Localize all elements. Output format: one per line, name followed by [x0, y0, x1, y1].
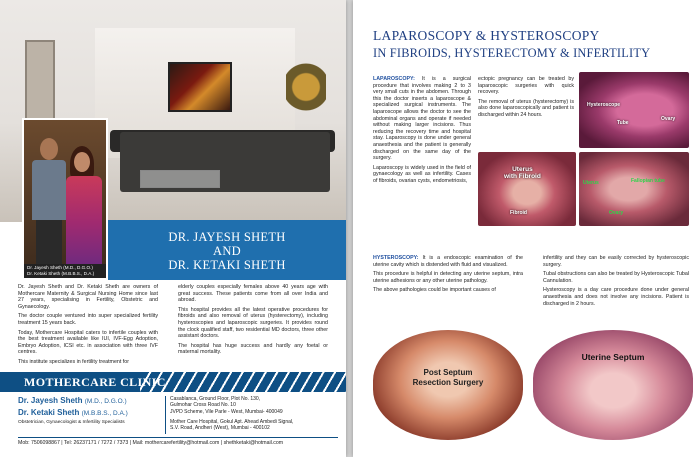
address-line: Gulmohar Cross Road No. 10 — [170, 402, 236, 409]
left-page — [0, 0, 346, 457]
img-label — [504, 166, 541, 180]
img-label-line: Uterus — [512, 166, 533, 173]
fibroid-image — [478, 152, 576, 226]
woman-figure — [64, 146, 104, 270]
doctor-1-degree: (M.D., D.G.O.) — [84, 398, 127, 405]
address-line: Mother Care Hospital, Gokul Apt. Ahead Ambedi Signal, — [170, 418, 294, 425]
doctor-2-name: Dr. Ketaki Sheth — [18, 408, 80, 417]
laparoscopy-column-1 — [373, 76, 471, 188]
address-line: Casablanca, Ground Floor, Plot No. 130, — [170, 396, 261, 402]
laparoscopy-image-2 — [579, 152, 689, 226]
img-label: Uterus — [583, 180, 599, 186]
paragraph: The hospital has huge success and hardly any foetal or maternal mortality. — [178, 342, 328, 356]
address-block — [170, 396, 340, 431]
coffee-table — [140, 170, 220, 188]
clinic-banner — [0, 372, 346, 392]
hyst-paragraph: This procedure is helpful in detecting any uterine septum, intra uterine adhesions or any other uterine pathology. — [373, 271, 523, 284]
hyst-text: It is a endoscopic examination of the uterine cavity which is distended with fluid and visualized. — [373, 255, 523, 268]
banner-line: DR. KETAKI SHETH — [168, 258, 286, 272]
img-label: Hysteroscope — [587, 102, 621, 108]
page-subtitle: IN FIBROIDS, HYSTERECTOMY & INFERTILITY — [373, 46, 651, 60]
address-line: S.V. Road, Andheri (West), Mumbai - 400102 — [170, 425, 270, 432]
lap-keyword: LAPAROSCOPY: — [373, 76, 415, 82]
doctor-2-degree: (M.B.B.S., D.A.) — [81, 410, 128, 417]
contact-line: Mob: 7506098867 | Tel: 26237171 / 7272 / 7373 | Mail: mothercarefertility@hotmail.com | shethketaki@hotmail.com — [18, 437, 338, 446]
intro-column-2 — [178, 284, 328, 359]
hyst-paragraph: The above pathologies could be important causes of — [373, 287, 496, 294]
hysteroscopy-column-2 — [543, 255, 689, 310]
stripe-decor — [140, 372, 346, 392]
lap-paragraph — [373, 76, 471, 162]
right-page — [353, 0, 700, 457]
specialty: Obstetrician, Gynaecologist & Infertility Specialists — [18, 420, 125, 425]
hyst-keyword: HYSTEROSCOPY: — [373, 255, 419, 261]
paragraph: This institute specializes in fertility treatment for — [18, 358, 129, 365]
laparoscopy-column-2 — [478, 76, 574, 122]
paragraph: This hospital provides all the latest operative procedures for fibroids and also removal of uterus (hysterectomy), including hysteroscopies and laparoscopic surgeries. It provides round the clock qualified staff, two residential MD doctors, three other assistant doctors. — [178, 306, 328, 340]
intro-column-1 — [18, 284, 158, 369]
photo-label-line: Post Septum — [423, 368, 473, 377]
caption-line: Dr. Ketaki Sheth (M.B.B.S., D.A.) — [27, 271, 95, 276]
banner-line: AND — [213, 244, 241, 258]
uterine-septum-photo — [533, 330, 693, 440]
paragraph: Dr. Jayesh Sheth and Dr. Ketaki Sheth are owners of Mothercare Maternity & Surgical Nursing Home since last 27 years, specialising in Fertility, Obstetric and Gynaecology. — [18, 284, 158, 310]
wall-painting — [168, 62, 232, 112]
doctors-photo — [22, 118, 108, 280]
img-label-line: with Fibroid — [504, 173, 541, 180]
hyst-paragraph — [373, 255, 523, 268]
hysteroscopy-column-1 — [373, 255, 523, 297]
laparoscopy-image-1 — [579, 72, 689, 148]
lap-text: It is a surgical procedure that involves making 2 to 3 very small cuts in the abdomen. Through this the doctor inserts a laparoscope & specialized surgical instruments. The laparoscope allows the doctor to see the abdominal organs and operate if needed without making larger incisions. Thus reducing the recovery time and hospital stay. Laparoscopy is done under general anaesthesia and the patient is generally discharged on the same day of the surgery. — [373, 76, 471, 162]
img-label: Ovary — [661, 116, 676, 122]
address-line: JVPD Scheme, Vile Parle - West, Mumbai- 400049 — [170, 408, 283, 415]
caption-line: Dr. Jayesh Sheth (M.D., D.G.O.) — [27, 265, 93, 270]
doctors-name-banner — [108, 220, 346, 280]
img-label: Ovary — [609, 210, 624, 216]
paragraph: elderly couples especially females above 40 years age with great success. These patients come from all over India and abroad. — [178, 284, 328, 304]
lap-paragraph: The removal of uterus (hysterectomy) is also done laparoscopically and patient is discharged within 24 hours. — [478, 98, 574, 118]
paragraph: The doctor couple ventured into super specialized fertility treatment 15 years back. — [18, 313, 158, 326]
lap-paragraph: Laparoscopy is widely used in the field of gynaecology as well as infertility. Cases of fibroids, ovarian cysts, endometriosis, — [373, 164, 471, 184]
photo-label-line: Resection Surgery — [412, 378, 484, 387]
img-label: Tube — [617, 120, 629, 126]
post-septum-photo — [373, 330, 523, 440]
hyst-paragraph: Tubal obstructions can also be treated by Hysteroscopic Tubal Cannulation. — [543, 271, 689, 284]
divider — [165, 396, 166, 434]
photo-caption — [24, 264, 106, 278]
hyst-paragraph: infertility and they can be easily corrected by hysteroscopic surgery. — [543, 255, 689, 268]
hyst-paragraph: Hysteroscopy is a day care procedure done under general anaesthesia and does not involve any incisions. Patient is discharged in 2 hours. — [543, 287, 689, 307]
doctor-2 — [18, 407, 168, 419]
img-label: Fibroid — [510, 210, 527, 216]
img-label: Fallopian tube — [631, 178, 665, 184]
lap-paragraph: ectopic pregnancy can be treated by laparoscopic surgeries with quick recovery. — [478, 76, 574, 96]
man-figure — [32, 138, 66, 268]
photo-label: Uterine Septum — [581, 352, 645, 362]
page-title: LAPAROSCOPY & HYSTEROSCOPY — [373, 28, 600, 43]
clinic-name: MOTHERCARE CLINIC — [24, 375, 166, 389]
photo-label — [393, 368, 503, 388]
doctor-1-name: Dr. Jayesh Sheth — [18, 396, 83, 405]
banner-line: DR. JAYESH SHETH — [168, 230, 286, 244]
paragraph: Today, Mothercare Hospital caters to infertile couples with the best treatment available like IUI, IVF-Egg Adoption, Embryo Adoption, ICSI etc. in association with three IVF centres. — [18, 329, 158, 356]
doctors-block — [18, 395, 168, 425]
doctor-1 — [18, 395, 168, 407]
